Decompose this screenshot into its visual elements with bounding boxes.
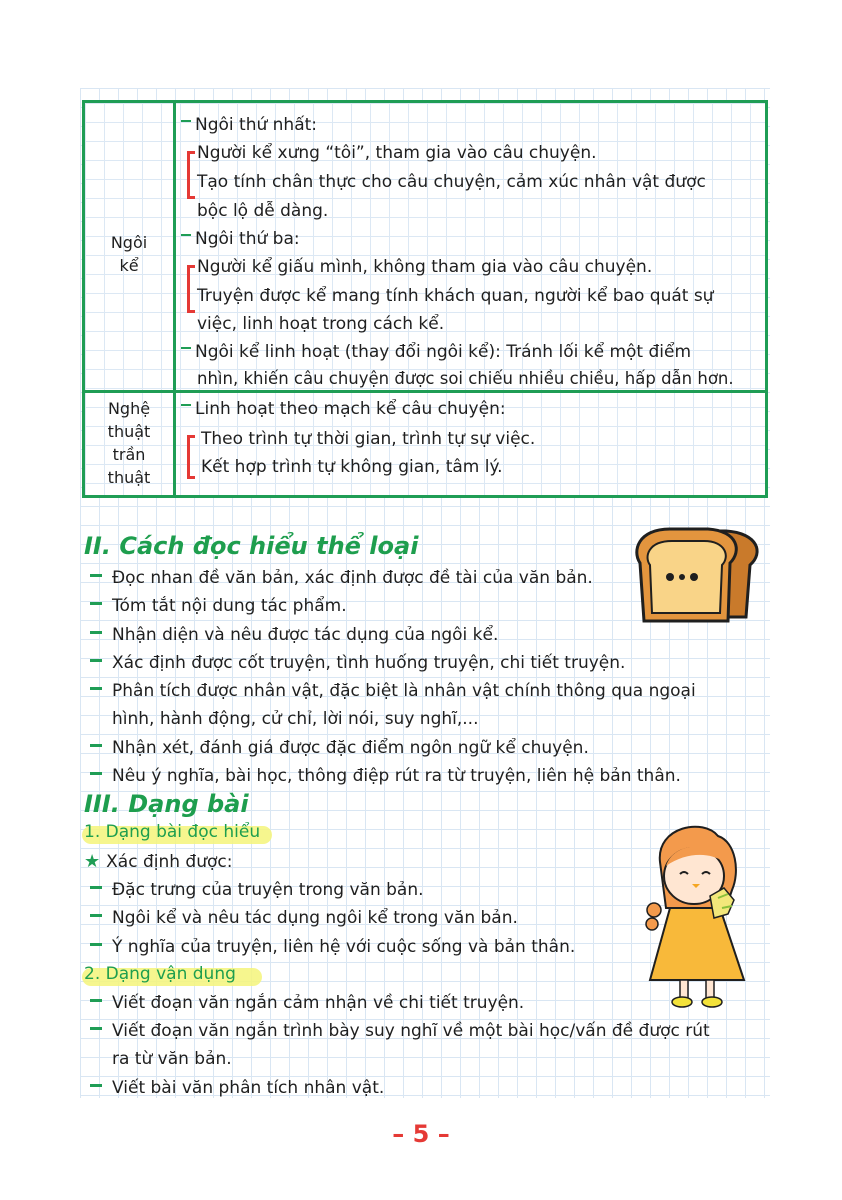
item-text: Ngôi kể và nêu tác dụng ngôi kể trong văn bản. xyxy=(112,908,518,928)
item-text: Tóm tắt nội dung tác phẩm. xyxy=(112,596,347,616)
summary-table xyxy=(82,100,768,498)
list-item xyxy=(90,766,681,786)
dash-icon xyxy=(90,886,102,889)
item-text: Đọc nhan đề văn bản, xác định được đề tài của văn bản. xyxy=(112,568,593,588)
table-line xyxy=(197,172,706,192)
row-head-label: Ngôi kể xyxy=(110,233,148,275)
table-line xyxy=(197,257,652,277)
line-text: Ngôi kể linh hoạt (thay đổi ngôi kể): Tránh lối kể một điểm xyxy=(195,342,692,362)
item-text: Phân tích được nhân vật, đặc biệt là nhân vật chính thông qua ngoại xyxy=(112,681,696,701)
dash-icon xyxy=(90,631,102,634)
line-text: Linh hoạt theo mạch kể câu chuyện: xyxy=(195,399,506,419)
line-text: Tạo tính chân thực cho câu chuyện, cảm xúc nhân vật được xyxy=(197,172,706,192)
list-item xyxy=(90,568,593,588)
list-item xyxy=(90,596,347,616)
dash-icon xyxy=(90,772,102,775)
item-text: Viết đoạn văn ngắn cảm nhận về chi tiết truyện. xyxy=(112,993,525,1013)
table-divider-vertical xyxy=(173,103,176,495)
row-head-label: Nghệ thuật trần thuật xyxy=(107,399,151,487)
table-line xyxy=(181,115,317,135)
line-text: việc, linh hoạt trong cách kể. xyxy=(197,314,445,334)
item-text: Nêu ý nghĩa, bài học, thông điệp rút ra từ truyện, liên hệ bản thân. xyxy=(112,766,681,786)
dash-icon xyxy=(90,574,102,577)
list-item-continuation xyxy=(112,709,478,729)
list-item xyxy=(90,653,625,673)
line-text: bộc lộ dễ dàng. xyxy=(197,201,329,221)
table-line xyxy=(197,201,328,221)
table-line xyxy=(197,143,597,163)
dash-icon xyxy=(90,687,102,690)
table-line xyxy=(197,369,734,388)
dash-icon xyxy=(90,602,102,605)
line-text: Người kể xưng “tôi”, tham gia vào câu chuyện. xyxy=(197,143,597,163)
item-text: Viết bài văn phân tích nhân vật. xyxy=(112,1078,385,1098)
section-2-title: II. Cách đọc hiểu thể loại xyxy=(84,532,419,560)
dash-icon xyxy=(181,347,191,349)
dash-icon xyxy=(181,404,191,406)
dash-icon xyxy=(90,659,102,662)
dash-icon xyxy=(90,1027,102,1030)
dash-icon xyxy=(90,744,102,747)
star-icon: ★ xyxy=(84,851,101,872)
item-text: Nhận xét, đánh giá được đặc điểm ngôn ngữ kể chuyện. xyxy=(112,738,589,758)
line-text: Ngôi thứ ba: xyxy=(195,229,300,249)
item-text: Xác định được: xyxy=(106,852,233,872)
dash-icon xyxy=(90,999,102,1002)
list-item xyxy=(90,1078,384,1098)
item-text: Nhận diện và nêu được tác dụng của ngôi kể. xyxy=(112,625,499,645)
item-text: hình, hành động, cử chỉ, lời nói, suy nghĩ,... xyxy=(112,709,479,729)
dash-icon xyxy=(90,1084,102,1087)
list-item xyxy=(90,625,498,645)
line-text: Kết hợp trình tự không gian, tâm lý. xyxy=(201,457,503,477)
item-text: Xác định được cốt truyện, tình huống truyện, chi tiết truyện. xyxy=(112,653,626,673)
list-item xyxy=(90,880,424,900)
subsection-2-title: 2. Dạng vận dụng xyxy=(84,964,236,984)
table-line xyxy=(181,399,506,419)
line-text: Truyện được kể mang tính khách quan, người kể bao quát sự xyxy=(197,286,714,306)
row-head-nghe-thuat xyxy=(85,397,173,489)
line-text: Theo trình tự thời gian, trình tự sự việc. xyxy=(201,429,536,449)
item-text: Đặc trưng của truyện trong văn bản. xyxy=(112,880,424,900)
line-text: nhìn, khiến câu chuyện được soi chiếu nhiều chiều, hấp dẫn hơn. xyxy=(197,369,734,388)
page-number: – 5 – xyxy=(392,1120,450,1148)
list-item xyxy=(90,908,518,928)
dash-icon xyxy=(181,234,191,236)
list-item xyxy=(90,1021,710,1041)
table-line xyxy=(197,286,713,306)
table-divider-horizontal xyxy=(85,390,765,393)
bracket-icon xyxy=(187,265,195,313)
line-text: Người kể giấu mình, không tham gia vào câu chuyện. xyxy=(197,257,653,277)
bracket-icon xyxy=(187,151,195,199)
dash-icon xyxy=(181,120,191,122)
dash-icon xyxy=(90,943,102,946)
list-item xyxy=(90,738,589,758)
row-head-ngoi-ke xyxy=(85,231,173,277)
list-item xyxy=(90,681,696,701)
star-item xyxy=(84,851,232,872)
table-line xyxy=(201,457,503,477)
bracket-icon xyxy=(187,435,195,479)
table-line xyxy=(181,342,691,362)
dash-icon xyxy=(90,914,102,917)
girl-illustration xyxy=(640,812,760,1012)
item-text: ra từ văn bản. xyxy=(112,1049,232,1069)
item-text: Viết đoạn văn ngắn trình bày suy nghĩ về một bài học/vấn đề được rút xyxy=(112,1021,710,1041)
list-item xyxy=(90,937,575,957)
subsection-1-title: 1. Dạng bài đọc hiểu xyxy=(84,822,261,842)
section-3-title: III. Dạng bài xyxy=(84,790,249,818)
list-item xyxy=(90,993,524,1013)
item-text: Ý nghĩa của truyện, liên hệ với cuộc sống và bản thân. xyxy=(112,937,576,957)
table-line xyxy=(197,314,444,334)
list-item-continuation xyxy=(112,1049,232,1069)
bread-illustration xyxy=(630,525,770,635)
line-text: Ngôi thứ nhất: xyxy=(195,115,318,135)
table-line xyxy=(201,429,535,449)
table-line xyxy=(181,229,300,249)
